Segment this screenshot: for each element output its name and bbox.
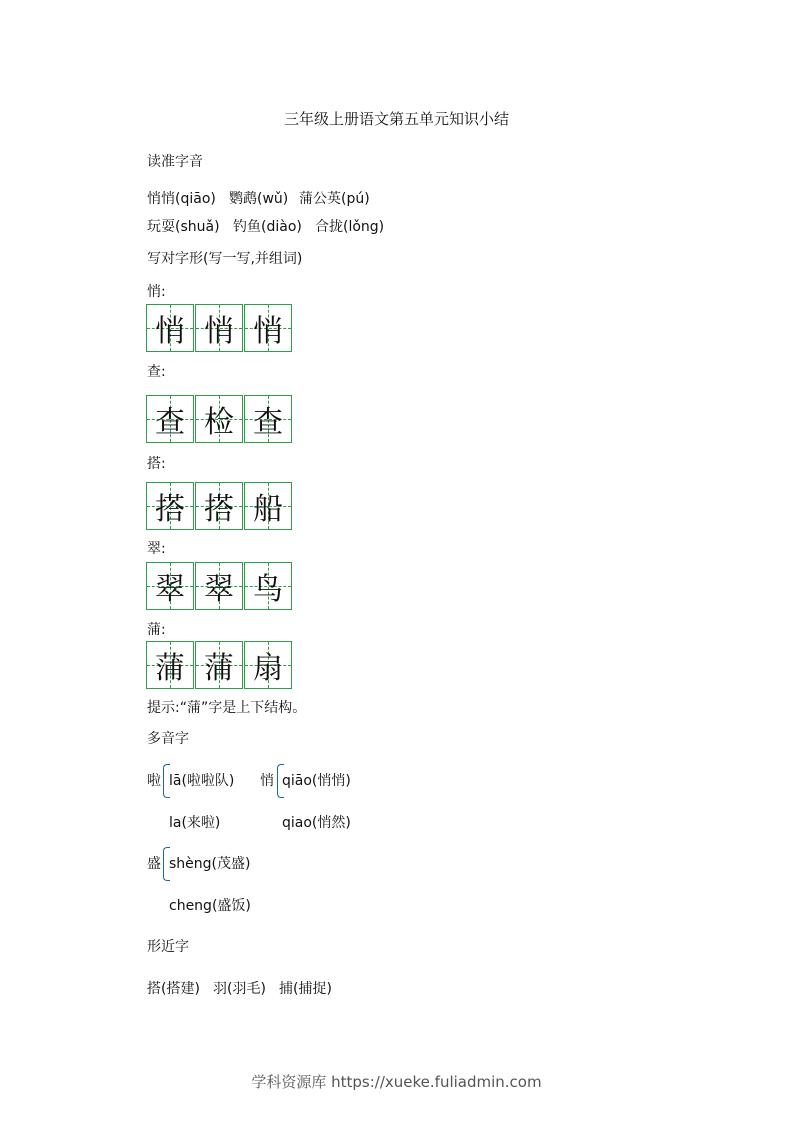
hint-text: 提示:“蒲”字是上下结构。 <box>147 700 307 716</box>
section-pronounce: 读准字音 <box>147 154 203 170</box>
grid-char: 查 <box>155 405 185 440</box>
grid-char: 悄 <box>204 314 234 349</box>
similar-item: 搭(搭建) <box>147 981 200 997</box>
tian-grid <box>146 482 293 530</box>
tian-cell <box>244 641 292 689</box>
tian-cell <box>146 395 194 443</box>
grid-char: 查 <box>253 405 283 440</box>
tian-cell <box>244 395 292 443</box>
write-item-label: 悄: <box>147 284 166 300</box>
poly-char: 啦 <box>147 773 161 789</box>
section-similar: 形近字 <box>147 939 189 955</box>
tian-cell <box>244 304 292 352</box>
write-item-label: 翠: <box>147 541 166 557</box>
tian-grid <box>146 562 293 610</box>
grid-char: 搭 <box>155 492 185 527</box>
grid-char: 翠 <box>155 572 185 607</box>
tian-cell <box>146 562 194 610</box>
tian-cell <box>195 562 243 610</box>
grid-char: 蒲 <box>204 651 234 686</box>
tian-cell <box>146 641 194 689</box>
grid-char: 检 <box>204 405 234 440</box>
poly-char: 盛 <box>147 856 161 872</box>
grid-char: 翠 <box>204 572 234 607</box>
poly-reading: cheng(盛饭) <box>169 898 251 914</box>
poly-reading: qiao(悄然) <box>282 815 351 831</box>
pron-line1-item: 悄悄(qiāo) <box>147 191 216 207</box>
tian-grid <box>146 395 293 443</box>
tian-cell <box>195 641 243 689</box>
grid-char: 搭 <box>204 492 234 527</box>
poly-reading: lā(啦啦队) <box>169 773 235 789</box>
grid-char: 悄 <box>155 314 185 349</box>
poly-reading: la(来啦) <box>169 815 221 831</box>
grid-char: 鸟 <box>253 572 283 607</box>
tian-cell <box>244 562 292 610</box>
tian-cell <box>195 482 243 530</box>
footer-watermark: 学科资源库 https://xueke.fuliadmin.com <box>251 1073 542 1091</box>
tian-grid <box>146 304 293 352</box>
section-polyphone: 多音字 <box>147 731 189 747</box>
pron-line1-item: 蒲公英(pú) <box>299 191 370 207</box>
grid-char: 悄 <box>253 314 283 349</box>
section-write: 写对字形(写一写,并组词) <box>147 251 303 267</box>
tian-cell <box>146 304 194 352</box>
pron-line1-item: 鹦鹉(wǔ) <box>229 191 289 207</box>
tian-cell <box>195 395 243 443</box>
pron-line2-item: 钓鱼(diào) <box>233 219 302 235</box>
tian-grid <box>146 641 293 689</box>
poly-reading: qiāo(悄悄) <box>282 773 351 789</box>
tian-cell <box>244 482 292 530</box>
pron-line2-item: 玩耍(shuǎ) <box>147 219 220 235</box>
write-item-label: 蒲: <box>147 622 166 638</box>
write-item-label: 搭: <box>147 456 166 472</box>
grid-char: 蒲 <box>155 651 185 686</box>
similar-item: 羽(羽毛) <box>213 981 266 997</box>
pron-line2-item: 合拢(lǒng) <box>315 219 385 235</box>
poly-char: 悄 <box>260 773 274 789</box>
page-title: 三年级上册语文第五单元知识小结 <box>283 110 509 128</box>
tian-cell <box>195 304 243 352</box>
grid-char: 船 <box>253 492 283 527</box>
poly-reading: shèng(茂盛) <box>169 856 251 872</box>
grid-char: 扇 <box>253 651 283 686</box>
tian-cell <box>146 482 194 530</box>
similar-item: 捕(捕捉) <box>279 981 332 997</box>
write-item-label: 查: <box>147 364 166 380</box>
